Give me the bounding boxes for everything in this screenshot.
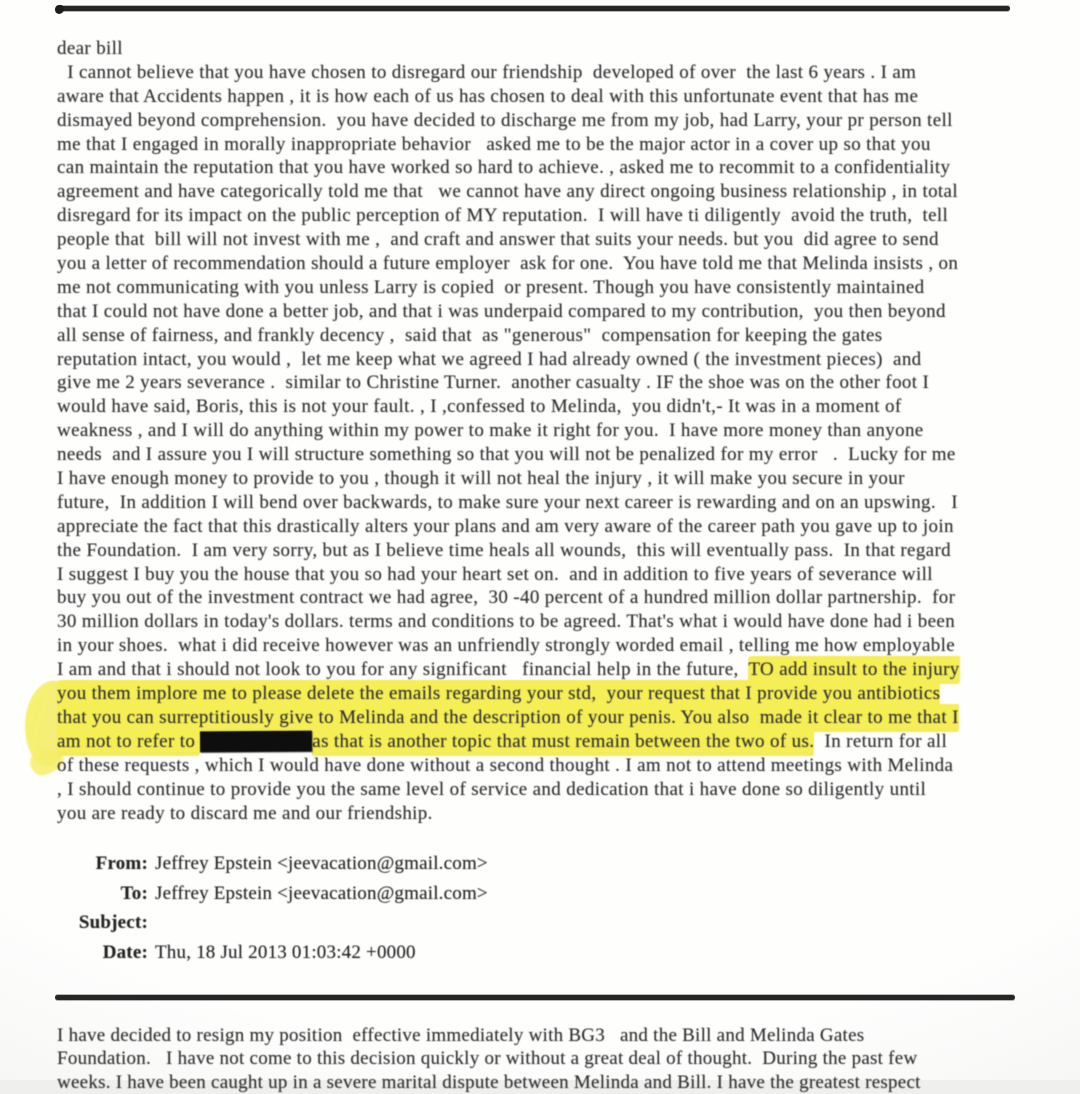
bottom-horizontal-rule (55, 995, 1015, 1000)
text-segment: can maintain the reputation that you have worked so hard to achieve. , asked me to recommit to a confidentiality (57, 157, 951, 179)
text-segment: appreciate the fact that this drastically alters your plans and am very aware of the career path you gave up to join (57, 515, 954, 537)
text-segment: dear bill (57, 38, 123, 59)
text-segment: reputation intact, you would , let me keep what we agreed I had already owned ( the investment pieces) and (57, 348, 922, 370)
to-value: Jeffrey Epstein <jeevacation@gmail.com> (155, 882, 488, 904)
highlighted-text: as that is another topic that must remain between the two of us. (312, 730, 815, 752)
letter-line (57, 706, 1047, 730)
text-segment: agreement and have categorically told me that we cannot have any direct ongoing business relationship , in total (57, 181, 958, 203)
text-segment: me that I engaged in morally inappropriate behavior asked me to be the major actor in a cover up so that you (57, 133, 931, 155)
letter-line (57, 348, 1047, 372)
letter-line (57, 109, 1047, 133)
text-segment: give me 2 years severance . similar to Christine Turner. another casualty . IF the shoe was on the other foot I (57, 372, 930, 394)
text-segment: dismayed beyond comprehension. you have decided to discharge me from my job, had Larry, your pr person tell (57, 109, 953, 131)
letter-line (57, 252, 1047, 276)
highlighted-text: TO add insult to the injury (748, 659, 960, 681)
to-label: To: (120, 882, 148, 904)
letter-line (57, 371, 1047, 395)
top-horizontal-rule (57, 6, 1010, 11)
resignation-paragraph (57, 1024, 1047, 1094)
footer-line: weeks. I have been caught up in a severe marital dispute between Melinda and Bill. I have the greatest respect (57, 1071, 921, 1093)
letter-line (57, 204, 1047, 228)
text-segment: me not communicating with you unless Larry is copied or present. Though you have consistently maintained (57, 276, 925, 298)
text-segment: you a letter of recommendation should a future employer ask for one. You have told me that Melinda insists , on (57, 253, 959, 275)
text-segment: 30 million dollars in today's dollars. terms and conditions to be agreed. That's what i would have done had i been (57, 611, 956, 633)
text-segment: , I should continue to provide you the same level of service and dedication that i have done so diligently until (57, 778, 927, 800)
letter-line (57, 395, 1047, 419)
date-label: Date: (102, 942, 148, 964)
letter-line (57, 276, 1047, 300)
letter-line (57, 324, 1047, 348)
letter-line (57, 754, 1047, 778)
letter-line (57, 300, 1047, 324)
text-segment: weakness , and I will do anything within my power to make it right for you. I have more money than anyone (57, 420, 924, 442)
letter-body (57, 37, 1047, 825)
subject-value (155, 908, 488, 938)
highlighted-text: you them implore me to please delete the emails regarding your std, your request that I provide you antibiotics (57, 683, 941, 705)
highlighted-text: that you can surreptitiously give to Melinda and the description of your penis. You also made it clear to me that I (57, 706, 959, 728)
date-value: Thu, 18 Jul 2013 01:03:42 +0000 (155, 942, 416, 964)
letter-line (57, 180, 1047, 204)
letter-line (57, 85, 1047, 109)
text-segment: that I could not have done a better job, and that i was underpaid compared to my contribution, you then beyond (57, 300, 946, 322)
footer-line: I have decided to resign my position effective immediately with BG3 and the Bill and Melinda Gates (57, 1025, 865, 1046)
text-segment: people that bill will not invest with me , and craft and answer that suits your needs. but you did agree to send (57, 229, 939, 251)
text-segment: I am and that i should not look to you for any significant financial help in the future, (57, 659, 749, 681)
letter-line (57, 802, 1047, 826)
letter-line (57, 586, 1047, 610)
redaction-box (200, 730, 312, 752)
letter-line (57, 778, 1047, 802)
text-segment: buy you out of the investment contract we had agree, 30 -40 percent of a hundred million dollar partnership. for (57, 587, 956, 609)
letter-line (57, 658, 1047, 682)
text-segment: needs and I assure you I will structure something so that you will not be penalized for my error . Lucky for me (57, 444, 956, 466)
letter-line (57, 610, 1047, 634)
letter-line (57, 156, 1047, 180)
text-segment: disregard for its impact on the public perception of MY reputation. I will have ti diligently avoid the truth, tell (57, 205, 949, 227)
letter-line (57, 419, 1047, 443)
text-segment: I suggest I buy you the house that you so had your heart set on. and in addition to five years of severance will (57, 563, 933, 585)
letter-line (57, 228, 1047, 252)
from-label: From: (95, 853, 148, 874)
letter-line (57, 563, 1047, 587)
from-value: Jeffrey Epstein <jeevacation@gmail.com> (155, 853, 488, 874)
letter-line (57, 634, 1047, 658)
text-segment: you are ready to discard me and our friendship. (57, 802, 433, 824)
footer-line: Foundation. I have not come to this decision quickly or without a great deal of thought. During the past few (57, 1048, 918, 1070)
text-segment: would have said, Boris, this is not your fault. , I ,confessed to Melinda, you didn't,- It was in a moment of (57, 396, 902, 418)
letter-line (57, 515, 1047, 539)
letter-line (57, 37, 1047, 61)
letter-line (57, 730, 1047, 754)
letter-line (57, 682, 1047, 706)
text-segment: the Foundation. I am very sorry, but as I believe time heals all wounds, this will eventually pass. In that regard (57, 539, 951, 561)
text-segment: aware that Accidents happen , it is how each of us has chosen to deal with this unfortunate event that has me (57, 85, 919, 107)
subject-label: Subject: (78, 912, 148, 934)
text-segment: I cannot believe that you have chosen to disregard our friendship developed of over the last 6 years . I am (57, 61, 917, 83)
letter-line (57, 467, 1047, 491)
text-segment: in your shoes. what i did receive however was an unfriendly strongly worded email , telling me how employable (57, 635, 956, 657)
text-segment: I have enough money to provide to you , though it will not heal the injury , it will make you secure in your (57, 468, 905, 490)
text-segment: In return for all (814, 730, 948, 752)
text-segment: of these requests , which I would have done without a second thought . I am not to attend meetings with Melinda (57, 754, 954, 776)
letter-line (57, 133, 1047, 157)
letter-line (57, 539, 1047, 563)
text-segment: future, In addition I will bend over backwards, to make sure your next career is rewarding and on an upswing. I (57, 491, 958, 513)
highlighted-text: am not to refer to (57, 730, 201, 752)
letter-line (57, 443, 1047, 467)
letter-line (57, 491, 1047, 515)
letter-line (57, 61, 1047, 85)
email-header-block (0, 849, 488, 968)
text-segment: all sense of fairness, and frankly decency , said that as "generous" compensation for keeping the gates (57, 324, 883, 346)
